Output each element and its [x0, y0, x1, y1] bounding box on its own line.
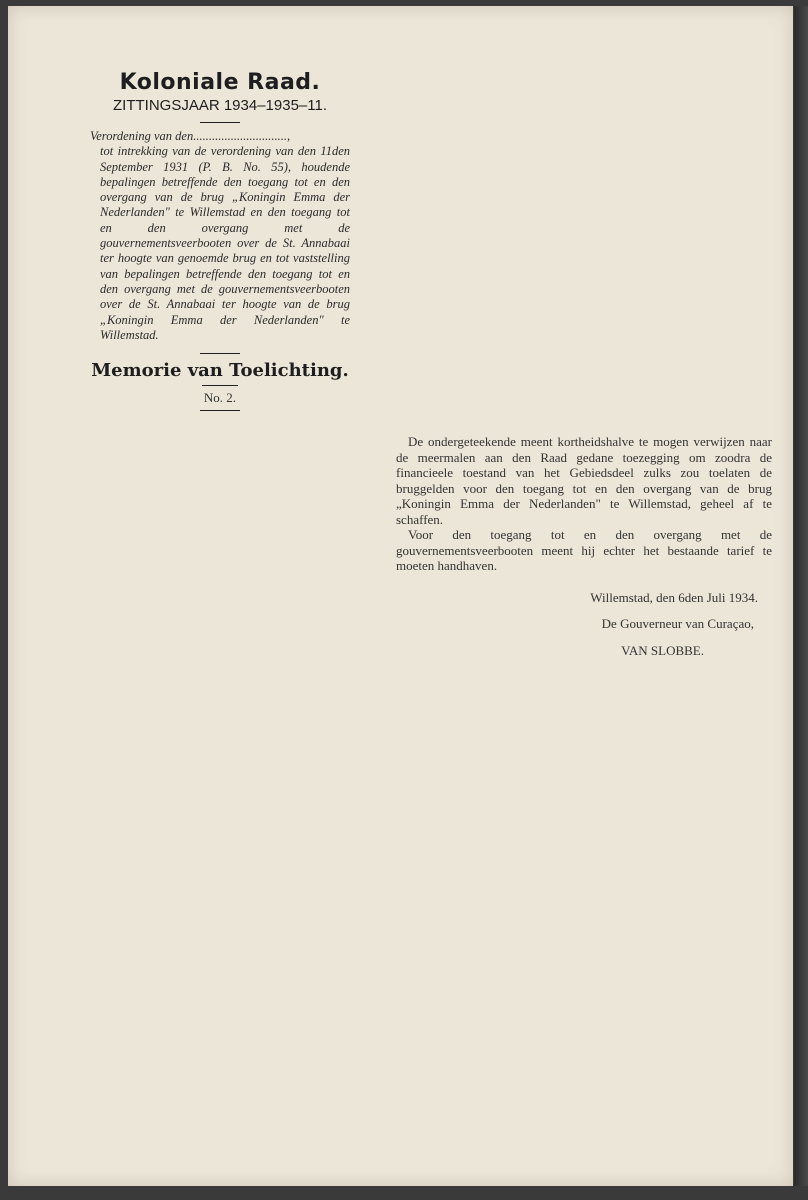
session-year: ZITTINGSJAAR 1934–1935–11.: [113, 97, 327, 114]
document-number: No. 2.: [203, 390, 237, 406]
ordinance-lead: Verordening van den..............................,: [90, 129, 291, 143]
body-paragraph: Voor den toegang tot en den overgang met de gouvernementsveerbooten meent hij echter het bestaande tarief te moeten handhaven.: [396, 527, 772, 573]
document-heading: Memorie van Toelichting.: [91, 360, 349, 382]
council-title: Koloniale Raad.: [119, 70, 321, 95]
divider: [200, 353, 240, 354]
ordinance-description: [90, 129, 350, 343]
page-edge: [794, 6, 808, 1186]
place-date: Willemstad, den 6den Juli 1934.: [590, 589, 758, 605]
right-column: [396, 434, 772, 658]
divider: [200, 410, 240, 411]
document-page: [8, 6, 793, 1186]
body-paragraph: De ondergeteekende meent kortheidshalve te mogen verwijzen naar de meermalen aan den Raad gedane toezegging om zoodra de financieele toestand van het Gebiedsdeel zulks zou toelaten de bruggelden voor den toegang tot en den overgang van de brug „Koningin Emma der Nederlanden" te Willemstad, geheel af te schaffen.: [396, 434, 772, 527]
divider: [200, 122, 240, 123]
ordinance-text: tot intrekking van de verordening van den 11den September 1931 (P. B. No. 55), houdende bepalingen betreffende den toegang tot en den overgang van de brug „Koningin Emma der Nederlanden" te Willemstad en den toegang tot en den overgang met de gouvernementsveerbooten over de St. Annabaai ter hoogte van genoemde brug en tot vaststelling van bepalingen betreffende den toegang tot en den overgang met de gouvernementsveerbooten over de St. Annabaai ter hoogte van de brug „Koningin Emma der Nederlanden" te Willemstad.: [100, 144, 350, 342]
left-column: [90, 70, 350, 411]
divider: [202, 385, 238, 386]
governor-title: De Gouverneur van Curaçao,: [601, 616, 754, 631]
signature: VAN SLOBBE.: [621, 642, 704, 658]
